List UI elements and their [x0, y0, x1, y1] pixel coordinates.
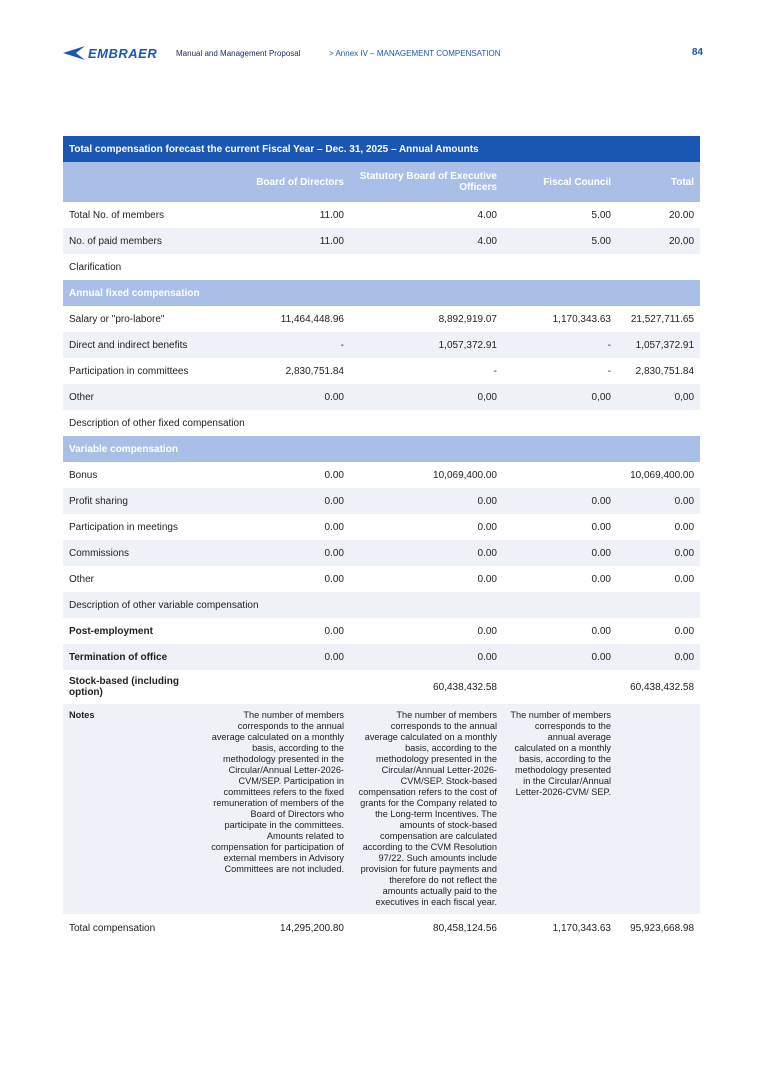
- cell-value: 0,00: [350, 384, 503, 410]
- cell-value: 60,438,432.58: [630, 681, 695, 693]
- column-header: Board of Directors: [203, 162, 350, 202]
- section-header-row: [63, 280, 700, 306]
- cell-value: 11,464,448.96: [280, 313, 344, 325]
- table-row: [63, 540, 700, 566]
- cell-value: 5.00: [591, 209, 611, 221]
- note-executive: The number of members corresponds to the annual average calculated on a monthly basis, according to the methodology presented in the Circular/Annual Letter-2026-CVM/SEP. Stock-based compensation refers to the cost of grants for the Company related to the Long-term Incentives. The amounts of stock-based compensation are calculated according to the CVM Resolution 97/22. Such amounts include provision for future payments and therefore do not reflect the amounts actually paid to the executives in each fiscal year.: [350, 704, 503, 914]
- cell-value: 0,00: [617, 384, 700, 410]
- row-label: Direct and indirect benefits: [63, 332, 203, 358]
- column-header-blank: [63, 162, 203, 202]
- cell-value: 10,069,400.00: [630, 469, 695, 481]
- cell-value: 0.00: [324, 573, 344, 585]
- table-row: [63, 410, 700, 436]
- column-header: Statutory Board of Executive Officers: [350, 162, 503, 202]
- cell-value: 1,057,372.91: [350, 332, 503, 358]
- table-row: [63, 618, 700, 644]
- cell-value: -: [493, 365, 497, 377]
- cell-value: 60,438,432.58: [433, 681, 497, 693]
- compensation-table: [63, 136, 700, 942]
- cell-value: 0.00: [203, 540, 350, 566]
- table-row: [63, 202, 700, 228]
- table-row: [63, 566, 700, 592]
- row-label: Profit sharing: [63, 488, 203, 514]
- cell-value: 0.00: [617, 488, 700, 514]
- cell-value: 14,295,200.80: [280, 922, 344, 934]
- cell-value: 0.00: [477, 573, 497, 585]
- table-row: [63, 228, 700, 254]
- cell-value: 0.00: [477, 521, 497, 533]
- cell-value: [203, 670, 350, 704]
- cell-value: 11.00: [319, 209, 344, 221]
- cell-value: 1,170,343.63: [552, 922, 611, 934]
- table-title-row: [63, 136, 700, 162]
- row-label: Notes: [63, 704, 203, 914]
- brand-name: EMBRAER: [88, 45, 158, 61]
- column-header: Fiscal Council: [503, 162, 617, 202]
- plane-icon: [63, 46, 85, 60]
- cell-value: [503, 462, 617, 488]
- row-label: No. of paid members: [63, 228, 203, 254]
- table-row: [63, 462, 700, 488]
- document-title: Manual and Management Proposal: [176, 49, 301, 58]
- page-header: [63, 44, 703, 64]
- cell-value: 80,458,124.56: [433, 922, 497, 934]
- note-fiscal: The number of members corresponds to the annual average calculated on a monthly basis, according to the methodology presented in the Circular/Annual Letter-2026-CVM/ SEP.: [503, 704, 617, 914]
- cell-value: 0.00: [591, 573, 611, 585]
- cell-value: 20.00: [669, 209, 695, 221]
- section-header-row: [63, 436, 700, 462]
- table-row: [63, 644, 700, 670]
- note-board: The number of members corresponds to the annual average calculated on a monthly basis, according to the methodology presented in the Circular/Annual Letter-2026-CVM/SEP. Participation in committees refers to the fixed remuneration of members of the Board of Directors who participate in the committees. Amounts related to compensation for participation of external members in Advisory Committees are not included.: [203, 704, 350, 914]
- cell-value: -: [503, 332, 617, 358]
- cell-value: [503, 670, 617, 704]
- cell-value: 0.00: [503, 644, 617, 670]
- cell-value: 0.00: [503, 488, 617, 514]
- cell-value: 0.00: [324, 469, 344, 481]
- cell-value: 0.00: [591, 521, 611, 533]
- total-row: [63, 914, 700, 942]
- cell-value: 2,830,751.84: [285, 365, 344, 377]
- table-row: [63, 592, 700, 618]
- section-header: Annual fixed compensation: [63, 280, 700, 306]
- cell-value: 0.00: [617, 540, 700, 566]
- cell-value: 0.00: [674, 573, 695, 585]
- cell-value: 0,00: [503, 384, 617, 410]
- row-label: Commissions: [63, 540, 203, 566]
- column-header-row: [63, 162, 700, 202]
- row-label: Termination of office: [63, 644, 203, 670]
- cell-value: 20.00: [617, 228, 700, 254]
- page-number: 84: [691, 47, 703, 58]
- cell-value: 0.00: [324, 625, 344, 637]
- cell-value: -: [203, 332, 350, 358]
- cell-value: 11.00: [203, 228, 350, 254]
- cell-value: 0.00: [477, 625, 497, 637]
- table-row: [63, 254, 700, 280]
- table-row: [63, 332, 700, 358]
- table-row: [63, 670, 700, 704]
- cell-value: 95,923,668.98: [630, 922, 695, 934]
- cell-value: 4.00: [350, 228, 503, 254]
- cell-value: 2,830,751.84: [635, 365, 695, 377]
- cell-value: 10,069,400.00: [433, 469, 497, 481]
- cell-value: 8,892,919.07: [438, 313, 497, 325]
- embraer-logo: [63, 44, 157, 62]
- row-label: Participation in committees: [69, 365, 189, 377]
- section-breadcrumb: > Annex IV – MANAGEMENT COMPENSATION: [329, 49, 501, 58]
- row-label: Description of other variable compensation: [63, 592, 700, 618]
- row-label: Total compensation: [69, 922, 156, 934]
- row-label: Other: [63, 384, 203, 410]
- cell-value: 4.00: [477, 209, 497, 221]
- row-label: Clarification: [69, 261, 122, 273]
- row-label: Total No. of members: [69, 209, 165, 221]
- cell-value: 1,170,343.63: [552, 313, 611, 325]
- row-label: Participation in meetings: [69, 521, 178, 533]
- cell-value: 0.00: [674, 521, 695, 533]
- cell-value: 0.00: [617, 644, 700, 670]
- row-label: Other: [69, 573, 95, 585]
- table-row: [63, 306, 700, 332]
- cell-value: 0.00: [350, 644, 503, 670]
- cell-value: 0.00: [674, 625, 695, 637]
- table-row: [63, 358, 700, 384]
- table-row: [63, 514, 700, 540]
- row-label: Salary or "pro-labore": [69, 313, 165, 325]
- row-label: Stock-based (including option): [69, 676, 180, 698]
- row-label: Bonus: [69, 469, 98, 481]
- notes-row: [63, 704, 700, 914]
- cell-value: 0.00: [324, 521, 344, 533]
- row-label: Description of other fixed compensation: [69, 417, 245, 429]
- cell-value: 0.00: [203, 644, 350, 670]
- table-row: [63, 384, 700, 410]
- cell-value: 0.00: [350, 488, 503, 514]
- column-header: Total: [617, 162, 700, 202]
- cell-value: 0.00: [591, 625, 611, 637]
- table-title: Total compensation forecast the current Fiscal Year – Dec. 31, 2025 – Annual Amounts: [63, 136, 700, 162]
- cell-value: 5.00: [503, 228, 617, 254]
- section-header: Variable compensation: [63, 436, 700, 462]
- table-row: [63, 488, 700, 514]
- cell-value: 0.00: [503, 540, 617, 566]
- cell-value: 0.00: [203, 384, 350, 410]
- cell-value: -: [607, 365, 611, 377]
- cell-value: 0.00: [203, 488, 350, 514]
- row-label: Post-employment: [69, 625, 153, 637]
- cell-value: 1,057,372.91: [617, 332, 700, 358]
- cell-value: 21,527,711.65: [630, 313, 695, 325]
- cell-value: 0.00: [350, 540, 503, 566]
